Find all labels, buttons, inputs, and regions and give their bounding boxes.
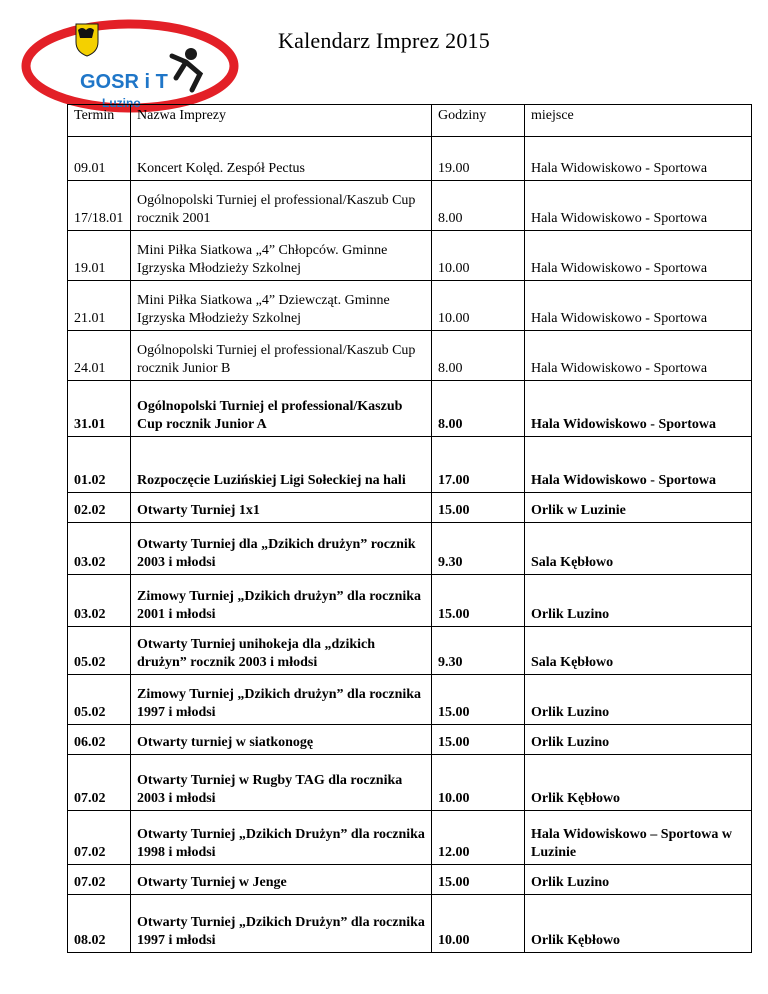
event-name: Ogólnopolski Turniej el professional/Kaszub Cup rocznik Junior B — [131, 331, 432, 381]
event-name: Koncert Kolęd. Zespół Pectus — [131, 137, 432, 181]
event-name: Otwarty Turniej „Dzikich Drużyn” dla rocznika 1997 i młodsi — [131, 895, 432, 953]
event-hours: 10.00 — [432, 281, 525, 331]
event-place: Hala Widowiskowo – Sportowa w Luzinie — [525, 811, 752, 865]
table-row — [68, 493, 752, 523]
table-row — [68, 755, 752, 811]
event-date: 08.02 — [68, 895, 131, 953]
event-hours: 12.00 — [432, 811, 525, 865]
event-hours: 15.00 — [432, 725, 525, 755]
event-name: Otwarty Turniej unihokeja dla „dzikich drużyn” rocznik 2003 i młodsi — [131, 627, 432, 675]
event-date: 03.02 — [68, 575, 131, 627]
event-date: 24.01 — [68, 331, 131, 381]
event-date: 07.02 — [68, 811, 131, 865]
event-hours: 8.00 — [432, 381, 525, 437]
event-place: Orlik Luzino — [525, 725, 752, 755]
page-title: Kalendarz Imprez 2015 — [278, 28, 490, 53]
table-header-row — [68, 105, 752, 137]
event-name: Zimowy Turniej „Dzikich drużyn” dla rocznika 2001 i młodsi — [131, 575, 432, 627]
event-date: 01.02 — [68, 437, 131, 493]
event-name: Otwarty Turniej „Dzikich Drużyn” dla rocznika 1998 i młodsi — [131, 811, 432, 865]
table-row — [68, 331, 752, 381]
table-row — [68, 437, 752, 493]
event-date: 17/18.01 — [68, 181, 131, 231]
event-date: 02.02 — [68, 493, 131, 523]
event-hours: 15.00 — [432, 493, 525, 523]
table-row — [68, 231, 752, 281]
table-row — [68, 575, 752, 627]
event-name: Otwarty Turniej 1x1 — [131, 493, 432, 523]
event-hours: 8.00 — [432, 331, 525, 381]
table-row — [68, 627, 752, 675]
event-date: 05.02 — [68, 627, 131, 675]
event-place: Orlik Luzino — [525, 575, 752, 627]
event-hours: 19.00 — [432, 137, 525, 181]
event-name: Mini Piłka Siatkowa „4” Chłopców. Gminne Igrzyska Młodzieży Szkolnej — [131, 231, 432, 281]
event-place: Hala Widowiskowo - Sportowa — [525, 137, 752, 181]
table-row — [68, 725, 752, 755]
event-hours: 17.00 — [432, 437, 525, 493]
event-place: Sala Kębłowo — [525, 523, 752, 575]
event-name: Otwarty Turniej w Rugby TAG dla rocznika 2003 i młodsi — [131, 755, 432, 811]
event-place: Hala Widowiskowo - Sportowa — [525, 181, 752, 231]
event-name: Mini Piłka Siatkowa „4” Dziewcząt. Gminne Igrzyska Młodzieży Szkolnej — [131, 281, 432, 331]
event-date: 09.01 — [68, 137, 131, 181]
event-date: 07.02 — [68, 865, 131, 895]
event-place: Orlik Luzino — [525, 865, 752, 895]
events-table — [67, 104, 752, 953]
event-place: Sala Kębłowo — [525, 627, 752, 675]
header-place: miejsce — [525, 105, 752, 137]
event-name: Rozpoczęcie Luzińskiej Ligi Sołeckiej na hali — [131, 437, 432, 493]
event-name: Ogólnopolski Turniej el professional/Kaszub Cup rocznik Junior A — [131, 381, 432, 437]
event-hours: 15.00 — [432, 575, 525, 627]
event-name: Ogólnopolski Turniej el professional/Kaszub Cup rocznik 2001 — [131, 181, 432, 231]
event-hours: 15.00 — [432, 675, 525, 725]
event-date: 19.01 — [68, 231, 131, 281]
event-hours: 9.30 — [432, 523, 525, 575]
logo-subtext: Luzino — [102, 96, 141, 110]
table-row — [68, 381, 752, 437]
table-row — [68, 675, 752, 725]
event-place: Hala Widowiskowo - Sportowa — [525, 331, 752, 381]
table-row — [68, 137, 752, 181]
event-place: Orlik w Luzinie — [525, 493, 752, 523]
event-date: 06.02 — [68, 725, 131, 755]
event-name: Zimowy Turniej „Dzikich drużyn” dla rocznika 1997 i młodsi — [131, 675, 432, 725]
event-hours: 10.00 — [432, 231, 525, 281]
table-row — [68, 811, 752, 865]
event-name: Otwarty turniej w siatkonogę — [131, 725, 432, 755]
event-hours: 10.00 — [432, 755, 525, 811]
table-row — [68, 895, 752, 953]
event-place: Orlik Kębłowo — [525, 755, 752, 811]
event-date: 05.02 — [68, 675, 131, 725]
table-row — [68, 865, 752, 895]
event-hours: 10.00 — [432, 895, 525, 953]
header-hours: Godziny — [432, 105, 525, 137]
event-place: Orlik Luzino — [525, 675, 752, 725]
event-date: 07.02 — [68, 755, 131, 811]
table-row — [68, 281, 752, 331]
event-place: Hala Widowiskowo - Sportowa — [525, 381, 752, 437]
header-term: Termin — [68, 105, 131, 137]
event-place: Hala Widowiskowo - Sportowa — [525, 437, 752, 493]
event-name: Otwarty Turniej w Jenge — [131, 865, 432, 895]
header-name: Nazwa Imprezy — [131, 105, 432, 137]
event-place: Hala Widowiskowo - Sportowa — [525, 231, 752, 281]
table-row — [68, 181, 752, 231]
event-hours: 15.00 — [432, 865, 525, 895]
logo-text: GOSR i T — [80, 71, 168, 93]
event-date: 31.01 — [68, 381, 131, 437]
event-hours: 8.00 — [432, 181, 525, 231]
event-place: Orlik Kębłowo — [525, 895, 752, 953]
event-place: Hala Widowiskowo - Sportowa — [525, 281, 752, 331]
event-name: Otwarty Turniej dla „Dzikich drużyn” rocznik 2003 i młodsi — [131, 523, 432, 575]
table-row — [68, 523, 752, 575]
event-hours: 9.30 — [432, 627, 525, 675]
event-date: 03.02 — [68, 523, 131, 575]
event-date: 21.01 — [68, 281, 131, 331]
